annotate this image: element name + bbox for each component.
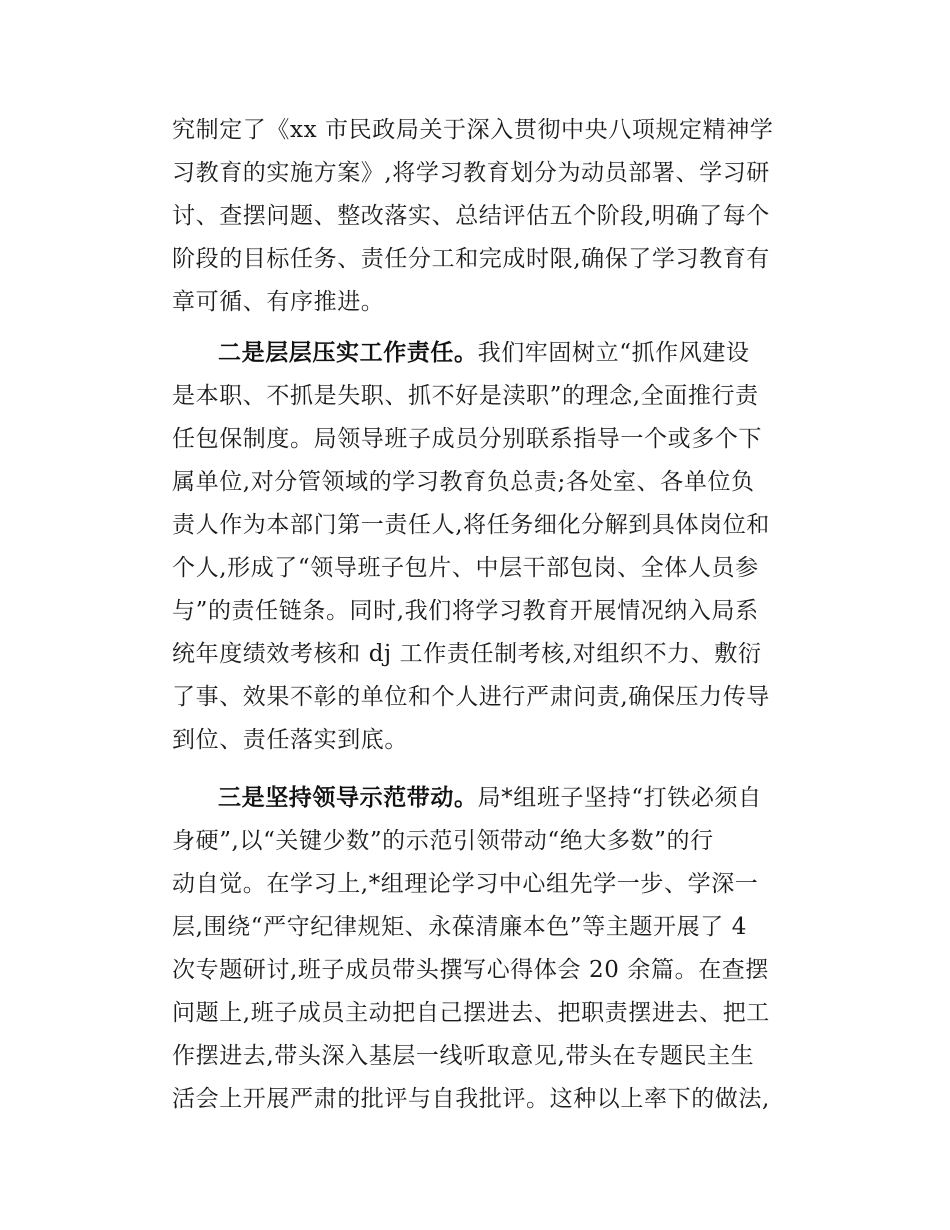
paragraph-first-line [218,783,762,813]
paragraph-lead-heading: 三是坚持领导示范带动。 [218,785,478,811]
paragraph-first-line [218,338,750,368]
paragraph-line: 阶段的目标任务、责任分工和完成时限,确保了学习教育有 [172,246,770,272]
paragraph-line: 了事、效果不彰的单位和个人进行严肃问责,确保压力传导 [172,684,770,710]
paragraph-line: 个人,形成了“领导班子包片、中层干部包岗、全体人员参 [172,555,759,581]
paragraph-line: 统年度绩效考核和 dj 工作责任制考核,对组织不力、敷衍 [172,641,762,667]
paragraph-line: 讨、查摆问题、整改落实、总结评估五个阶段,明确了每个 [172,203,770,229]
paragraph-line: 问题上,班子成员主动把自己摆进去、把职责摆进去、把工 [172,1000,770,1026]
paragraph-line: 究制定了《xx 市民政局关于深入贯彻中央八项规定精神学 [172,117,774,143]
paragraph-line: 身硬”,以“关键少数”的示范引领带动“绝大多数”的行 [172,828,714,854]
paragraph-line: 动自觉。在学习上,*组理论学习中心组先学一步、学深一 [172,871,759,897]
paragraph-line: 习教育的实施方案》,将学习教育划分为动员部署、学习研 [172,160,770,186]
paragraph-line: 是本职、不抓是失职、抓不好是渎职”的理念,全面推行责 [172,383,759,409]
paragraph-line: 次专题研讨,班子成员带头撰写心得体会 20 余篇。在查摆 [172,957,769,983]
paragraph-line: 属单位,对分管领域的学习教育负总责;各处室、各单位负 [172,469,755,495]
paragraph-line: 活会上开展严肃的批评与自我批评。这种以上率下的做法, [172,1086,770,1112]
paragraph-line: 层,围绕“严守纪律规矩、永葆清廉本色”等主题开展了 4 [172,914,747,940]
paragraph-line: 责人作为本部门第一责任人,将任务细化分解到具体岗位和 [172,512,770,538]
paragraph-lead-heading: 二是层层压实工作责任。 [218,340,478,366]
paragraph-text: 我们牢固树立“抓作风建设 [477,340,750,366]
paragraph-line: 章可循、有序推进。 [172,289,385,315]
paragraph-line: 到位、责任落实到底。 [172,727,408,753]
paragraph-text: 局*组班子坚持“打铁必须自 [477,785,762,811]
paragraph-line: 与”的责任链条。同时,我们将学习教育开展情况纳入局系 [172,598,759,624]
paragraph-line: 作摆进去,带头深入基层一线听取意见,带头在专题民主生 [172,1043,755,1069]
paragraph-line: 任包保制度。局领导班子成员分别联系指导一个或多个下 [172,426,762,452]
